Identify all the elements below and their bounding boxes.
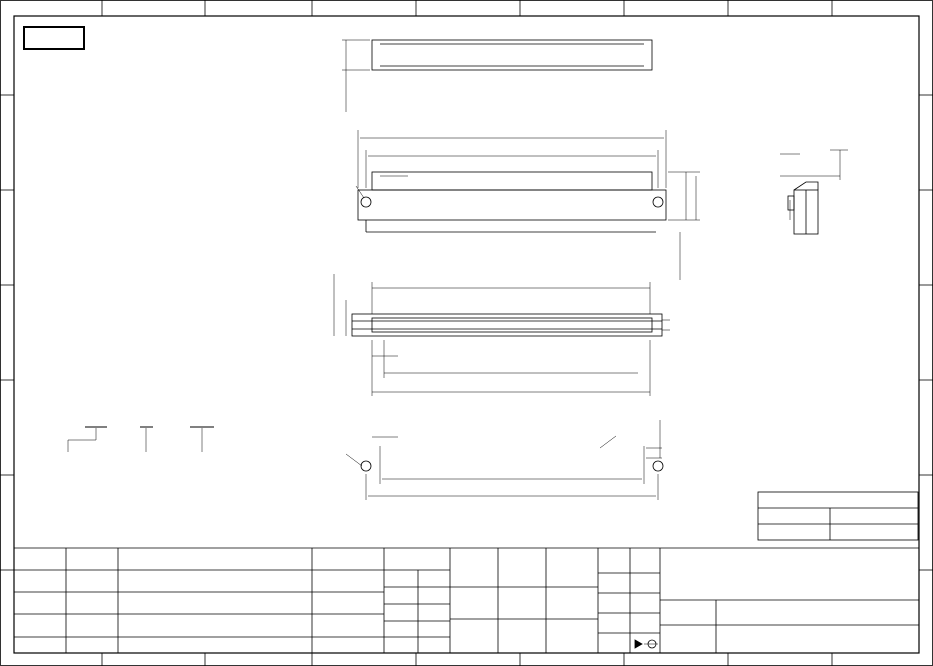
front-view — [334, 274, 670, 396]
top-view — [342, 40, 652, 112]
dimension-table-lines — [758, 492, 918, 540]
ordering-leaders — [68, 428, 202, 452]
profile-view — [780, 150, 848, 234]
pcb-layout — [346, 420, 663, 500]
title-block-grid — [14, 548, 919, 653]
inner-frame — [14, 16, 919, 653]
outer-border — [1, 1, 933, 666]
side-view — [356, 130, 700, 280]
hsf-box — [24, 27, 84, 49]
projection-symbol — [635, 640, 658, 648]
